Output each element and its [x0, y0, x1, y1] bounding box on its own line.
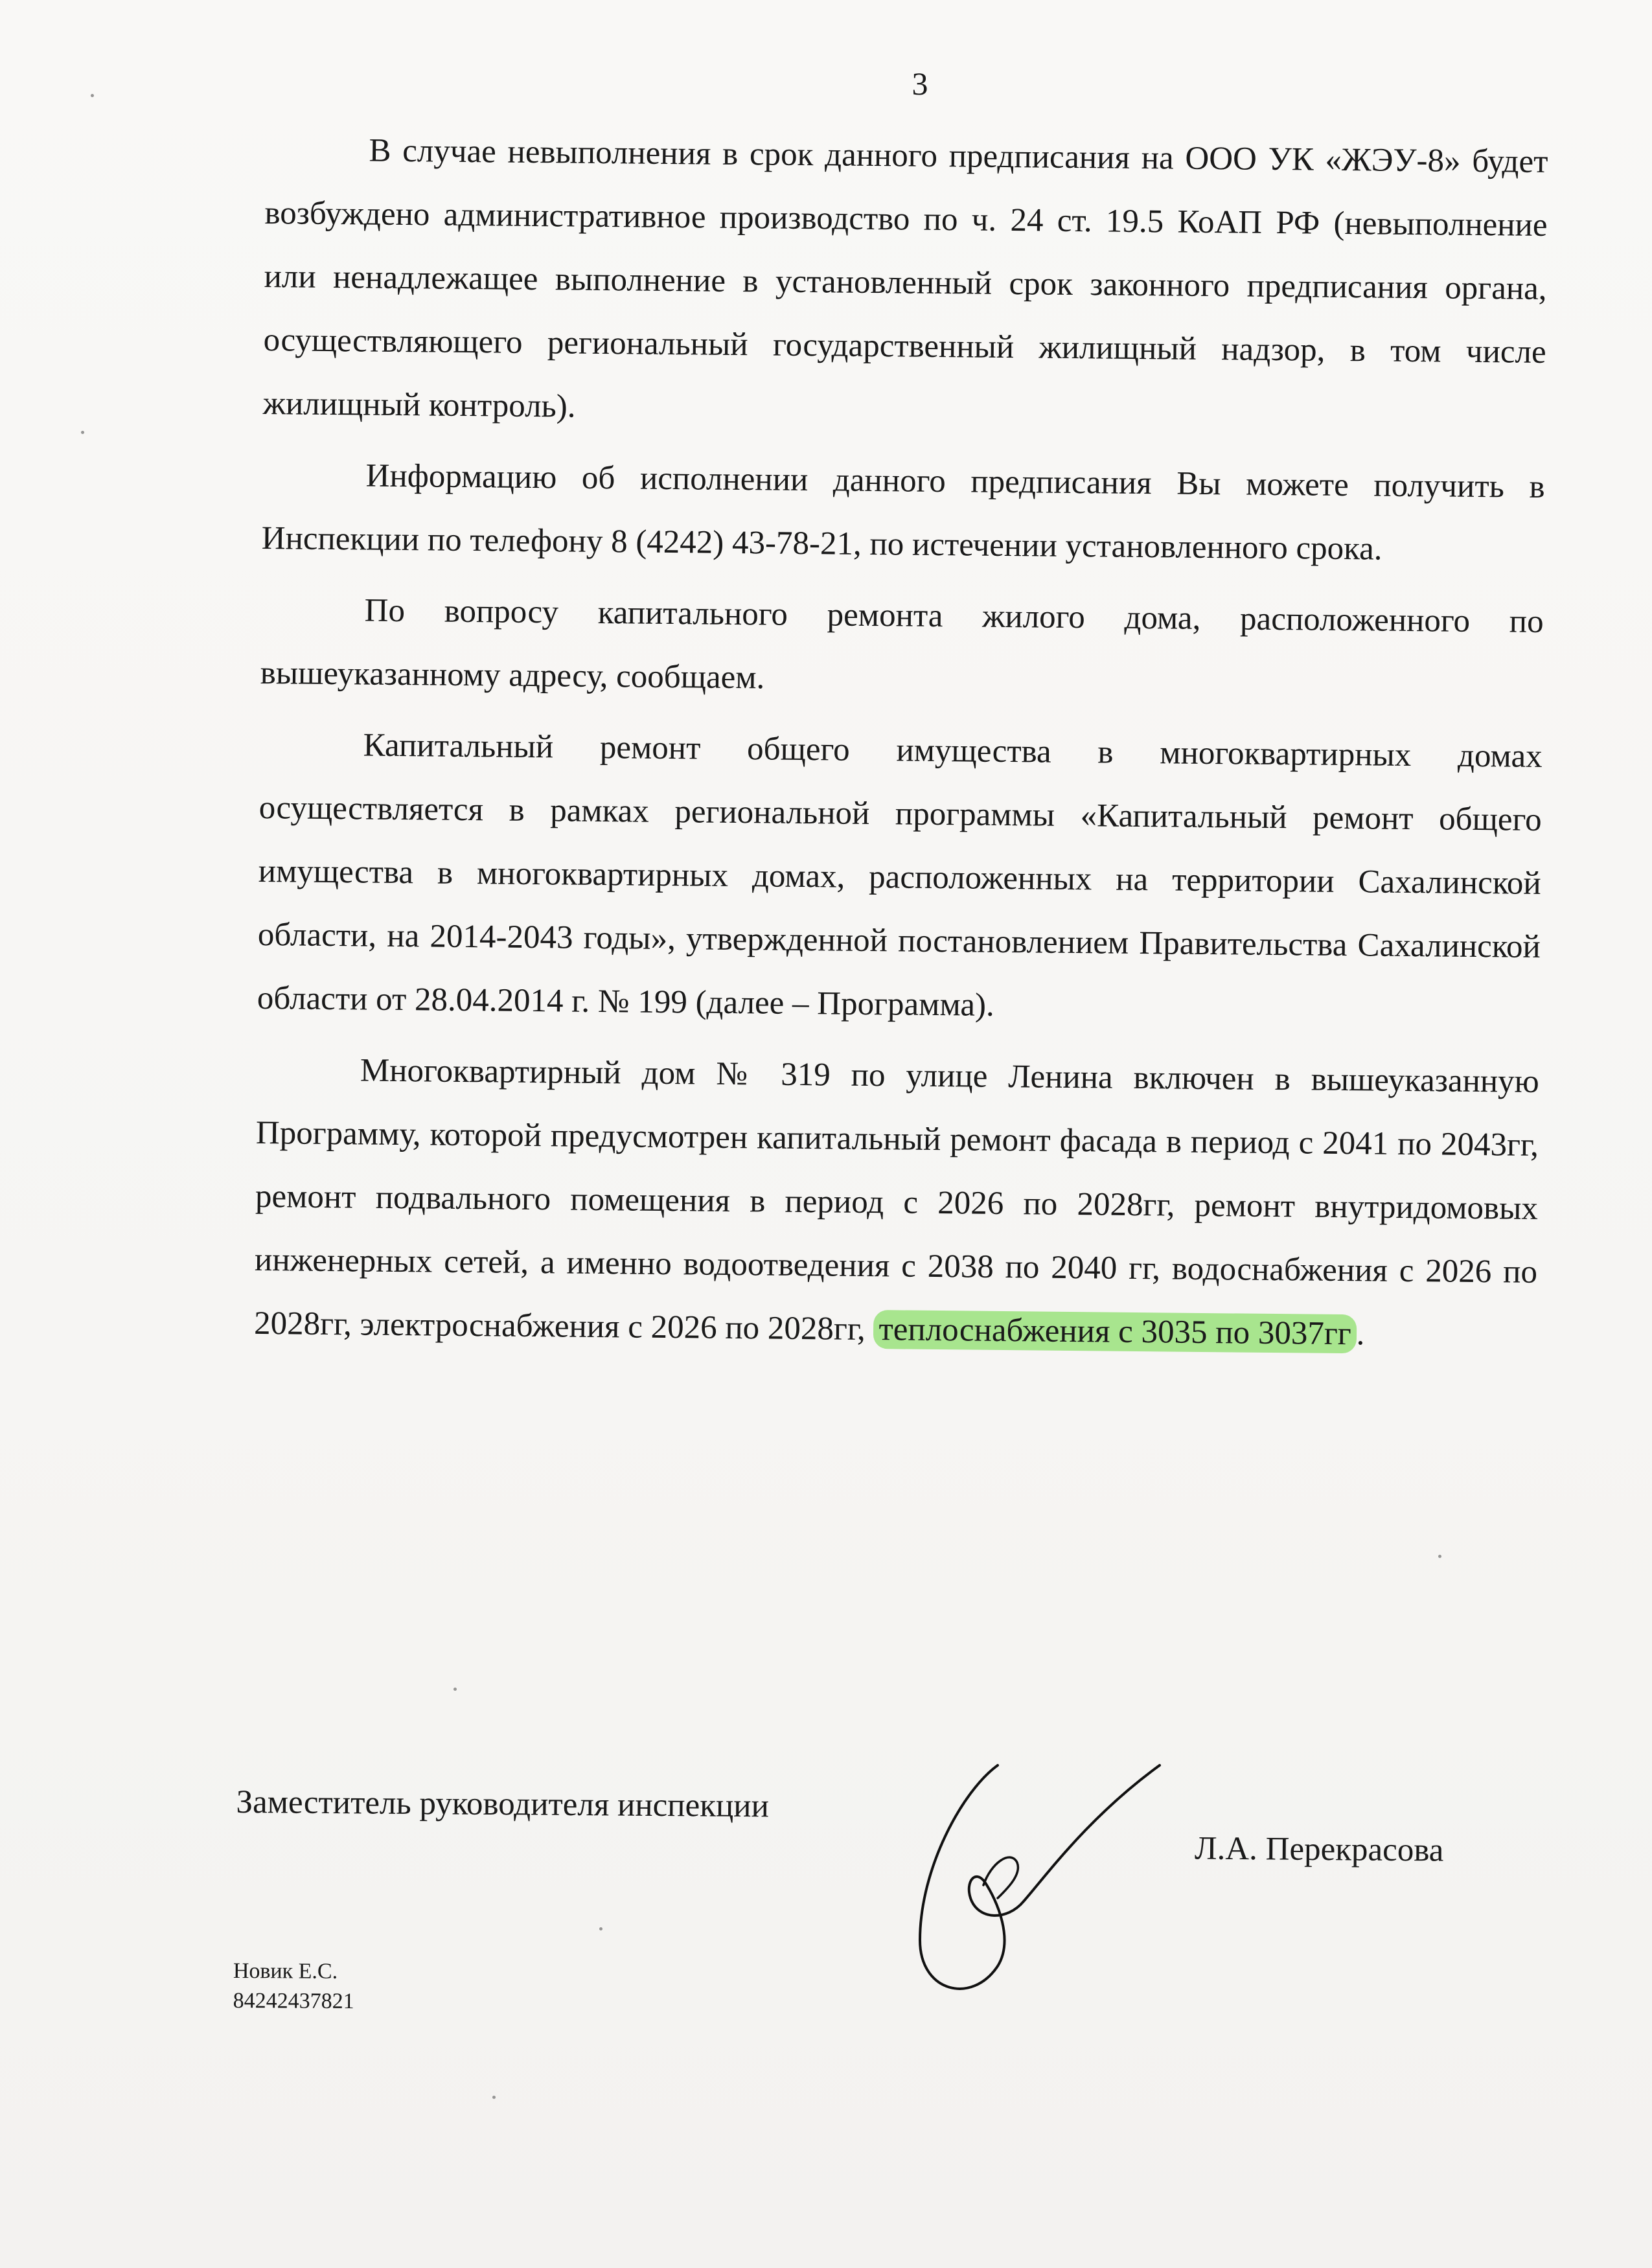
scan-speck	[81, 431, 84, 434]
paragraph-house-schedule	[254, 1038, 1540, 1368]
page-number: 3	[912, 65, 928, 102]
handwritten-signature	[901, 1752, 1173, 2011]
scan-speck	[91, 94, 94, 97]
signatory-position: Заместитель руководителя инспекции	[236, 1783, 770, 1825]
executor-info	[233, 1956, 354, 2017]
scan-speck	[492, 2096, 496, 2099]
house-schedule-text: Многоквартирный дом № 319 по улице Ленина включен в вышеуказанную Программу, которой предусмотрен капитальный ремонт фасада в период с 2041 по 2043гг, ремонт подвального помещения в период с 2026 по 2028гг, ремонт внутридомовых инженерных сетей, а именно водоотведения с 2038 по 2040 гг, водоснабжения с 2026 по 2028гг, электроснабжения с 2026 по 2028гг,	[253, 1052, 1540, 1347]
highlighted-heating-schedule: теплоснабжения с 3035 по 3037гг	[873, 1310, 1357, 1353]
letter-body	[254, 118, 1548, 1375]
house-schedule-ending: .	[1356, 1316, 1365, 1353]
scan-speck	[453, 1688, 457, 1691]
paragraph-capital-repair-intro: По вопросу капитального ремонта жилого дома, расположенного по вышеуказанному адресу, сообщаем.	[260, 592, 1544, 696]
executor-phone: 84242437821	[233, 1988, 354, 2013]
scan-speck	[599, 1927, 602, 1930]
paragraph-penalty-warning: В случае невыполнения в срок данного предписания на ООО УК «ЖЭУ-8» будет возбуждено административное производство по ч. 24 ст. 19.5 КоАП РФ (невыполнение или ненадлежащее выполнение в установленный срок законного предписания органа, осуществляющего региональный государственный жилищный надзор, в том числе жилищный контроль).	[262, 132, 1548, 425]
paragraph-regional-program: Капитальный ремонт общего имущества в многоквартирных домах осуществляется в рамках региональной программы «Капитальный ремонт общего имущества в многоквартирных домах, расположенных на территории Сахалинской области, на 2014-2043 годы», утвержденной постановлением Правительства Сахалинской области от 28.04.2014 г. № 199 (далее – Программа).	[257, 727, 1543, 1024]
paragraph-contact-info: Информацию об исполнении данного предписания Вы можете получить в Инспекции по телефону 8 (4242) 43-78-21, по истечении установленного срока.	[261, 457, 1545, 567]
signatory-name: Л.А. Перекрасова	[1194, 1830, 1444, 1869]
scan-speck	[1438, 1555, 1441, 1558]
executor-name: Новик Е.С.	[233, 1959, 338, 1984]
